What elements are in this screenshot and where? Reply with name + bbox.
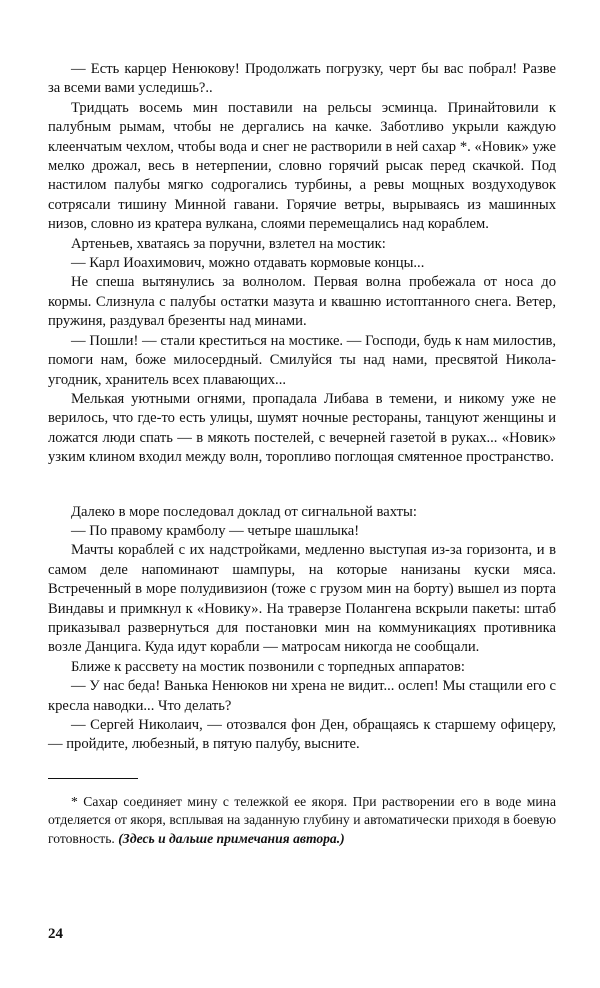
section-break [48,468,556,503]
paragraph: Ближе к рассвету на мостик позвонили с торпедных аппаратов: [71,658,465,675]
footnote-text: * Сахар соединяет мину с тележкой ее якоря. При растворении его в воде мина отделяется от якоря, всплывая на заданную глубину и автоматически приходя в боевую готовность. [48,793,556,846]
paragraph: Не спеша вытянулись за волнолом. Первая волна пробежала от носа до кормы. Слизнула с палубы остатки мазута и квашню истоптанного снега. Ветер, пружиня, раздувал брезенты над минами. [48,274,556,330]
paragraph: — Сергей Николаич, — отозвался фон Ден, обращаясь к старшему офицеру, — пройдите, любезный, в пятую палубу, высните. [48,717,556,753]
paragraph: Мачты кораблей с их надстройками, медленно выступая из-за горизонта, и в самом деле напоминают шампуры, на которые нанизаны куски мяса. Встреченный в море полудивизион (тоже с грузом мин на борту) вышел из порта Виндавы и примкнул к «Новику». На траверзе Полангена вскрыли пакеты: штаб приказывал развернуться для постановки мин на коммуникациях противника возле Данцига. Куда идут корабли — матросам никогда не сообщали. [48,542,556,656]
paragraph: — Есть карцер Ненюкову! Продолжать погрузку, черт бы вас побрал! Разве за всеми вами уследишь?.. [48,61,556,97]
text-block-bottom [48,503,556,755]
paragraph: Далеко в море последовал доклад от сигнальной вахты: [71,503,417,520]
paragraph: Артеньев, хватаясь за поручни, взлетел на мостик: [71,235,386,252]
paragraph: — Пошли! — стали креститься на мостике. — Господи, будь к нам милостив, помоги нам, боже милосердный. Смилуйся ты над нами, пресвятой Никола-угодник, хранитель всех плавающих... [48,332,556,388]
footnote [48,793,556,849]
footnote-author-note: (Здесь и дальше примечания автора.) [118,831,345,846]
book-page [48,60,556,849]
page-number: 24 [48,926,63,942]
paragraph: Тридцать восемь мин поставили на рельсы эсминца. Принайтовили к палубным рымам, чтобы не дергались на качке. Заботливо укрыли каждую клеенчатым чехлом, чтобы вода и снег не растворили в ней сахар *. «Новик» уже мелко дрожал, весь в нетерпении, словно горячий рысак перед скачкой. Под настилом палубы мягко содрогались турбины, а ревы мощных воздуходувок сотрясали тишину Минной гавани. Горячие ветры, вырываясь из машинных низов, словно из кратера вулкана, слоями перемещались над кораблем. [48,99,556,233]
paragraph: — У нас беда! Ванька Ненюков ни хрена не видит... ослеп! Мы стащили его с кресла наводки... Что делать? [48,678,556,714]
text-block-top [48,60,556,468]
paragraph: Мелькая уютными огнями, пропадала Либава в темени, и никому уже не верилось, что где-то есть улицы, шумят ночные рестораны, танцуют женщины и ложатся люди спать — в мякоть постелей, с вечерней газетой в руках... «Новик» узким клином входил между волн, торопливо поглощая смятенное пространство. [48,390,556,466]
paragraph: — Карл Иоахимович, можно отдавать кормовые концы... [71,255,425,272]
footnote-divider [48,778,138,779]
paragraph: — По правому крамболу — четыре шашлыка! [71,522,360,539]
